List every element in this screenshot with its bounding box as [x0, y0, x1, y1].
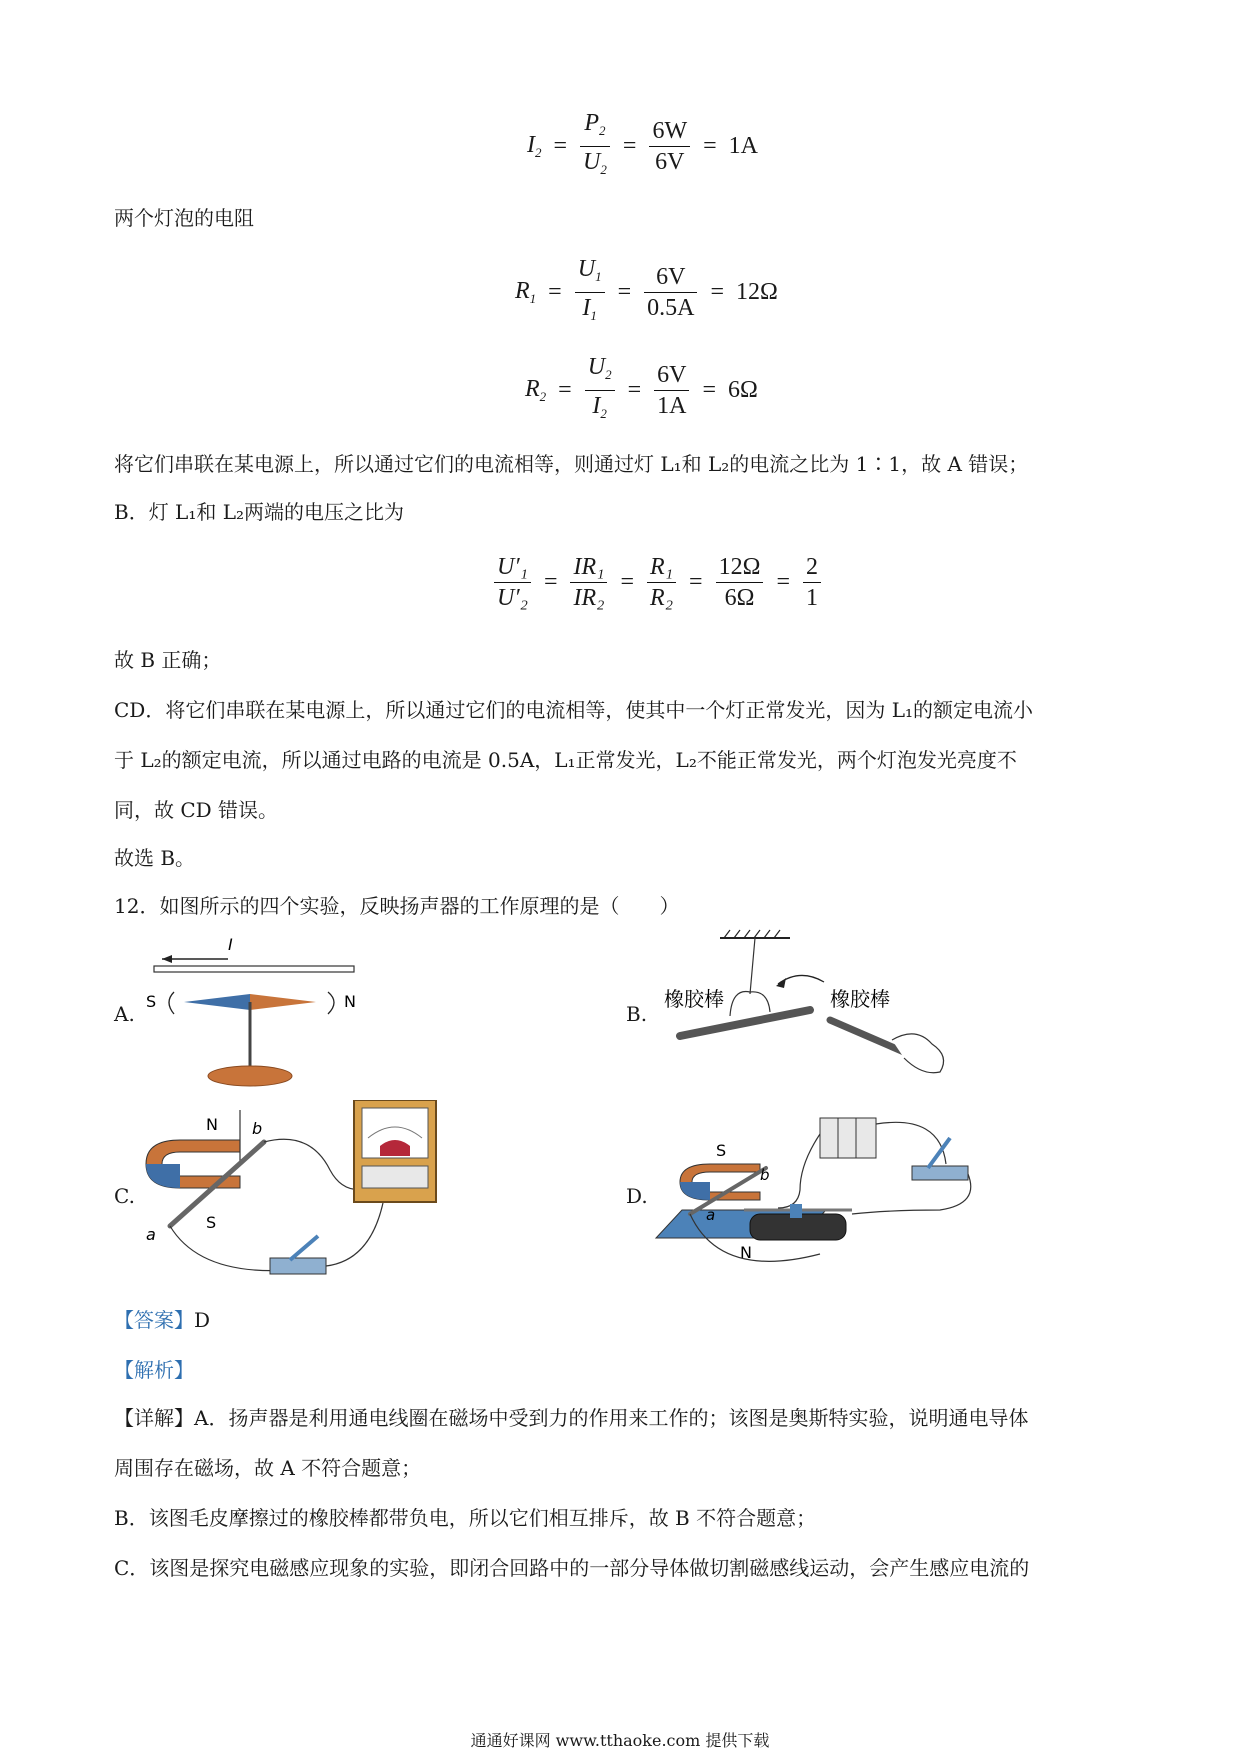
equation-r2: $R_2$ = $\frac{U_2}{I_2}$ = $\frac{6V}{1A}$ = 6Ω [522, 352, 761, 429]
battery [820, 1118, 876, 1158]
answer-tag: 【答案】 [114, 1308, 194, 1332]
wire [778, 1134, 820, 1208]
para-series: 将它们串联在某电源上，所以通过它们的电流相等，则通过灯 L₁和 L₂的电流之比为 1∶1，故 A 错误； [114, 452, 1029, 476]
detail-c: C．该图是探究电磁感应现象的实验，即闭合回路中的一部分导体做切割磁感线运动，会产生感应电流的 [114, 1556, 1030, 1580]
detail-a-line2: 周围存在磁场，故 A 不符合题意； [114, 1456, 422, 1480]
detail-tag: 【详解】 [114, 1406, 194, 1430]
footer: 通通好课网 www.tthaoke.com 提供下载 [470, 1731, 770, 1750]
north-label: N [206, 1115, 218, 1134]
question-12: 12．如图所示的四个实验，反映扬声器的工作原理的是（ ） [114, 894, 680, 918]
para-b-correct: 故 B 正确； [114, 648, 222, 672]
figure-b-rubber-rods [660, 926, 960, 1096]
rubber-rod-right [830, 1020, 904, 1052]
fraction: $\frac{6W}{6V}$ [649, 116, 690, 177]
detail-a-line1: 【详解】A．扬声器是利用通电线圈在磁场中受到力的作用来工作的；该图是奥斯特实验，说明通电导体 [114, 1406, 1029, 1430]
north-label: N [344, 992, 356, 1011]
fraction: $\frac{U_1}{I_1}$ [575, 254, 605, 331]
switch-lever [290, 1236, 318, 1260]
switch-base [912, 1166, 968, 1180]
eq-result: 1A [728, 133, 758, 159]
south-label: S [206, 1213, 217, 1232]
current-label: I [228, 935, 233, 954]
arrow-head-icon [162, 955, 172, 963]
arrow-head-icon [776, 978, 786, 988]
end-b-label: b [252, 1119, 263, 1138]
equation-r1: $R_1$ = $\frac{U_1}{I_1}$ = $\frac{6V}{0.5A}$ = 12Ω [512, 254, 781, 331]
switch-base [270, 1258, 326, 1274]
option-b-label: B. [626, 1002, 648, 1026]
stand-base [208, 1066, 292, 1086]
figure-c-induction [140, 1100, 460, 1280]
south-label: S [716, 1141, 727, 1160]
para-b: B．灯 L₁和 L₂两端的电压之比为 [114, 500, 405, 524]
needle-north [250, 994, 316, 1010]
answer-line [114, 1306, 210, 1334]
detail-b: B．该图毛皮摩擦过的橡胶棒都带负电，所以它们相互排斥，故 B 不符合题意； [114, 1506, 817, 1530]
end-a-label: a [706, 1206, 716, 1224]
option-d-label: D. [626, 1184, 648, 1208]
fraction: $\frac{6V}{0.5A}$ [644, 262, 697, 323]
analysis-tag: 【解析】 [114, 1358, 194, 1382]
end-b-label: b [760, 1166, 770, 1184]
para-cd-line2: 于 L₂的额定电流，所以通过电路的电流是 0.5A，L₁正常发光，L₂不能正常发光，两个灯泡发光亮度不 [114, 748, 1017, 772]
para-cd-line3: 同，故 CD 错误。 [114, 798, 279, 822]
para-cd-line1: CD．将它们串联在某电源上，所以通过它们的电流相等，使其中一个灯正常发光，因为 L₁的额定电流小 [114, 698, 1033, 722]
rod-label-right: 橡胶棒 [830, 987, 890, 1011]
rod-label-left: 橡胶棒 [664, 987, 724, 1011]
rotation-arrow-left [169, 992, 174, 1014]
north-label: N [740, 1243, 752, 1262]
option-c-label: C. [114, 1184, 135, 1208]
answer-value: D [194, 1308, 211, 1332]
option-a-label: A. [114, 1002, 135, 1026]
string-loop [730, 992, 770, 1017]
end-a-label: a [146, 1225, 156, 1244]
rotation-arrow-right [328, 992, 334, 1014]
text-resistance: 两个灯泡的电阻 [114, 206, 254, 230]
fraction: $\frac{P_2}{U_2}$ [580, 108, 610, 185]
rheostat-slider [790, 1204, 802, 1218]
equation-i2: $I_2$ = $\frac{P_2}{U_2}$ = $\frac{6W}{6V}$ = 1A [524, 108, 761, 185]
rubber-rod-left [680, 1010, 810, 1036]
needle-south [184, 994, 250, 1010]
eq-lhs: I [527, 132, 535, 158]
para-choose: 故选 B。 [114, 846, 196, 870]
south-label: S [146, 992, 157, 1011]
equation-ratio: $\frac{\text{U′₁}}{\text{U′₂}}$ = $\frac{\text{IR₁}}{\text{IR₂}}$ = $\frac{\text{R₁}}{\text{R₂}}$ = $\frac{12\Omega}{6\Omega}$ = $\frac{2}{1}$ [490, 552, 825, 613]
hanging-string [750, 938, 755, 994]
fraction: $\frac{6V}{1A}$ [654, 360, 689, 421]
wire [154, 966, 354, 972]
figure-d-motor [650, 1104, 980, 1280]
galvanometer-terminals [362, 1166, 428, 1188]
fraction: $\frac{U_2}{I_2}$ [585, 352, 615, 429]
figure-a-oersted [140, 930, 370, 1090]
